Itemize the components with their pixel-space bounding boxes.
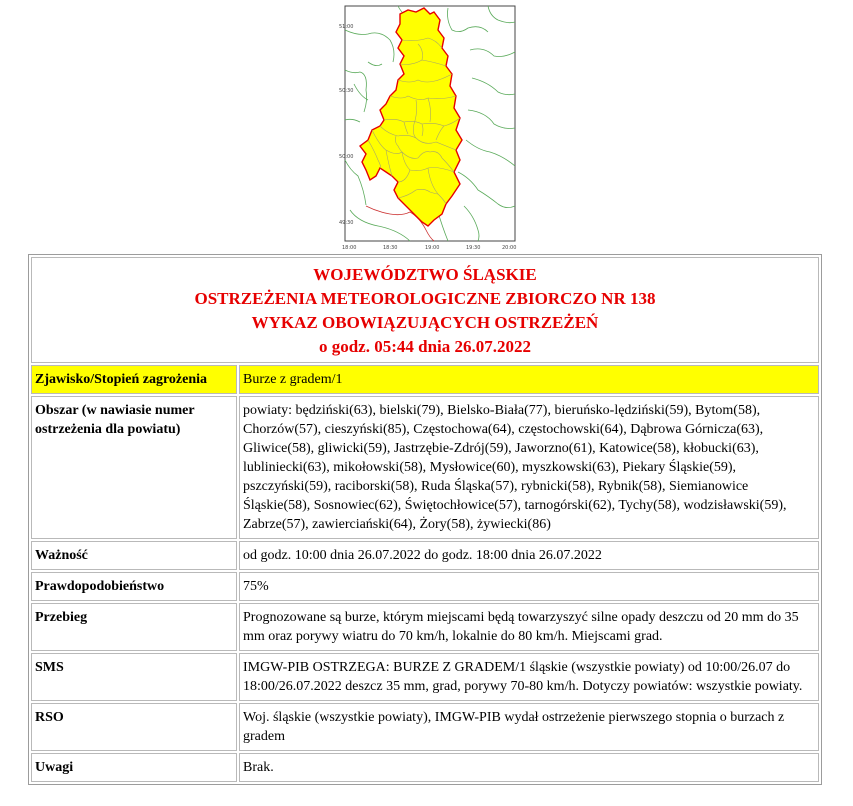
header-voivodeship: WOJEWÓDZTWO ŚLĄSKIE — [313, 265, 537, 284]
header-issue-time: o godz. 05:44 dnia 26.07.2022 — [318, 337, 532, 356]
lon-tick-label: 19:00 — [425, 245, 440, 251]
row-validity — [31, 541, 819, 570]
lon-tick-label: 18:00 — [342, 245, 357, 251]
value-course: Prognozowane są burze, którym miejscami będą towarzyszyć silne opady deszczu od 20 mm do 35 mm oraz porywy wiatru do 70 km/h, lokalnie do 80 km/h. Miejscami grad. — [239, 603, 819, 651]
row-remarks — [31, 753, 819, 782]
label-remarks: Uwagi — [31, 753, 237, 782]
lat-tick-label: 50:30 — [339, 88, 354, 94]
label-sms: SMS — [31, 653, 237, 701]
row-sms — [31, 653, 819, 701]
lat-tick-label: 51:00 — [339, 24, 354, 30]
lat-tick-label: 50:00 — [339, 154, 354, 160]
row-phenomenon — [31, 365, 819, 394]
lon-tick-label: 18:30 — [383, 245, 398, 251]
label-area: Obszar (w nawiasie numer ostrzeżenia dla powiatu) — [31, 396, 237, 539]
value-validity: od godz. 10:00 dnia 26.07.2022 do godz. 18:00 dnia 26.07.2022 — [239, 541, 819, 570]
lon-tick-label: 19:30 — [466, 245, 481, 251]
warnings-header — [31, 257, 819, 363]
header-row — [31, 257, 819, 363]
warning-map — [338, 0, 518, 252]
lon-tick-label: 20:00 — [502, 245, 517, 251]
label-rso: RSO — [31, 703, 237, 751]
label-phenomenon: Zjawisko/Stopień zagrożenia — [31, 365, 237, 394]
warnings-table — [28, 254, 822, 785]
row-course — [31, 603, 819, 651]
row-area — [31, 396, 819, 539]
header-bulletin-number: OSTRZEŻENIA METEOROLOGICZNE ZBIORCZO NR 138 — [194, 289, 656, 308]
header-list-title: WYKAZ OBOWIĄZUJĄCYCH OSTRZEŻEŃ — [251, 313, 599, 332]
value-phenomenon: Burze z gradem/1 — [239, 365, 819, 394]
label-validity: Ważność — [31, 541, 237, 570]
row-probability — [31, 572, 819, 601]
label-probability: Prawdopodobieństwo — [31, 572, 237, 601]
value-remarks: Brak. — [239, 753, 819, 782]
value-area: powiaty: będziński(63), bielski(79), Bielsko-Biała(77), bieruńsko-lędziński(59), Bytom(58), Chorzów(57), cieszyński(85), Częstochowa(64), częstochowski(64), Dąbrowa Górnicza(63), Gliwice(58), gliwicki(59), Jastrzębie-Zdrój(59), Jaworzno(61), Katowice(58), kłobucki(63), lubliniecki(63), mikołowski(58), Mysłowice(60), myszkowski(63), Piekary Śląskie(59), pszczyński(59), raciborski(58), Ruda Śląska(57), rybnicki(58), Rybnik(58), Siemianowice Śląskie(58), Sosnowiec(62), Świętochłowice(57), tarnogórski(62), Tychy(58), wodzisławski(59), Zabrze(57), zawierciański(64), Żory(58), żywiecki(86) — [239, 396, 819, 539]
value-probability: 75% — [239, 572, 819, 601]
value-rso: Woj. śląskie (wszystkie powiaty), IMGW-PIB wydał ostrzeżenie pierwszego stopnia o burzach z gradem — [239, 703, 819, 751]
voivodeship-map — [338, 0, 518, 252]
row-rso — [31, 703, 819, 751]
lat-tick-label: 49:30 — [339, 220, 354, 226]
value-sms: IMGW-PIB OSTRZEGA: BURZE Z GRADEM/1 śląskie (wszystkie powiaty) od 10:00/26.07 do 18:00/26.07.2022 deszcz 35 mm, grad, porywy 70-80 km/h. Dotyczy powiatów: wszystkie powiaty. — [239, 653, 819, 701]
label-course: Przebieg — [31, 603, 237, 651]
